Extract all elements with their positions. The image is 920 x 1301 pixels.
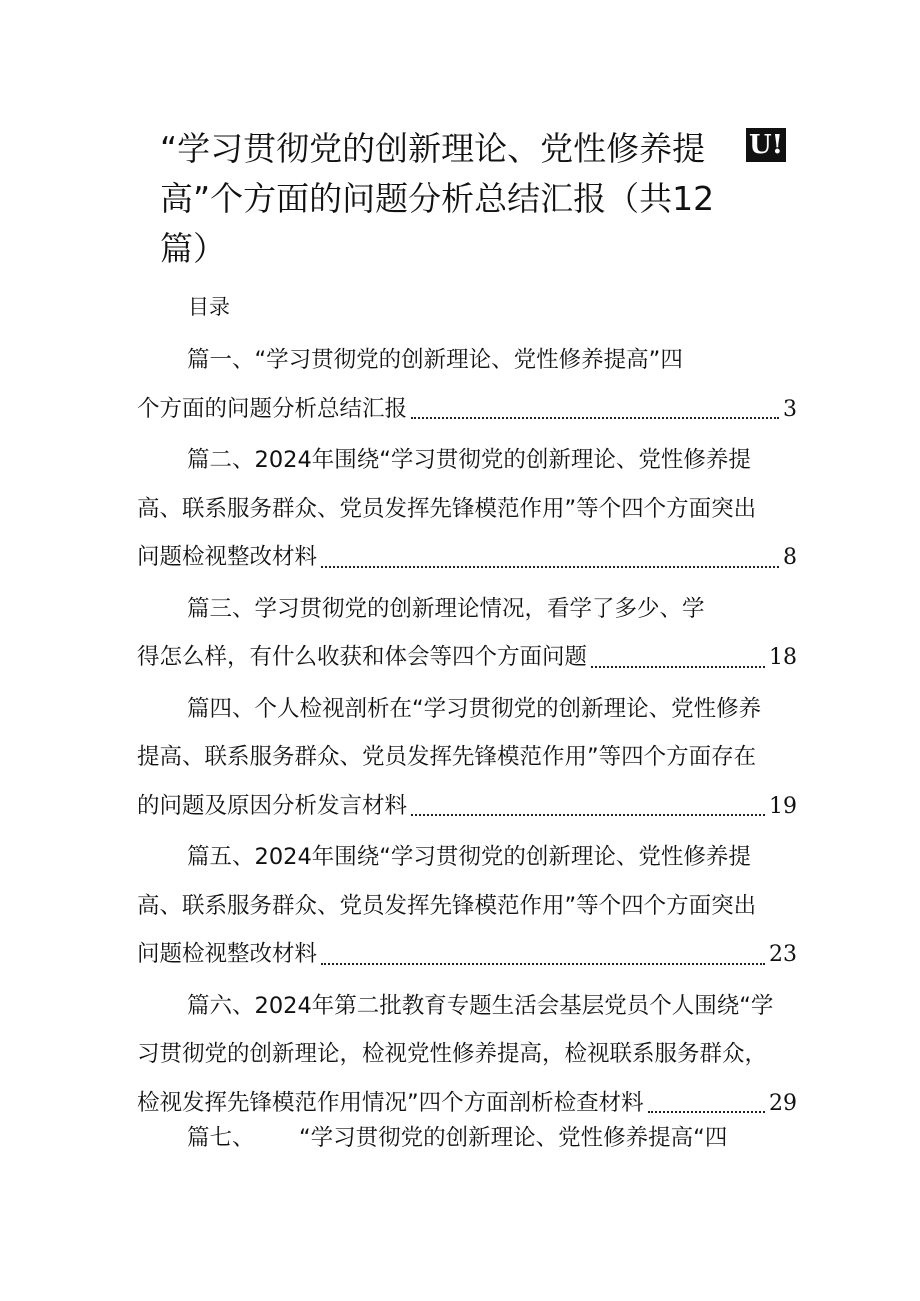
toc-entry-line: 高、联系服务群众、党员发挥先锋模范作用”等个四个方面突出 (137, 892, 757, 919)
dot-leader (411, 416, 779, 419)
toc-entry-label: 篇七、 (187, 1125, 255, 1151)
toc-entry-line: 个方面的问题分析总结汇报 (137, 395, 408, 422)
dot-leader (321, 962, 765, 965)
toc-page-number: 18 (769, 645, 797, 670)
dot-leader (411, 813, 765, 816)
table-of-contents (137, 336, 797, 1127)
toc-entry-line: 篇三、学习贯彻党的创新理论情况，看学了多少、学 (187, 595, 705, 622)
toc-entry-line: 篇一、“学习贯彻党的创新理论、党性修养提高”四 (187, 347, 683, 373)
toc-entry-1[interactable] (137, 336, 797, 433)
toc-page-number: 3 (783, 396, 797, 422)
title-line: 高”个方面的问题分析总结汇报（共12 (160, 179, 715, 218)
toc-page-number: 29 (769, 1090, 797, 1116)
toc-entry-7[interactable] (187, 1114, 807, 1162)
toc-entry-line: “学习贯彻党的创新理论、党性修养提高“四 (299, 1125, 728, 1151)
toc-entry-line: 高、联系服务群众、党员发挥先锋模范作用”等个四个方面突出 (137, 495, 757, 522)
toc-entry-line: 篇五、2024年围绕“学习贯彻党的创新理论、党性修养提 (187, 844, 751, 870)
toc-entry-3[interactable] (137, 585, 797, 682)
title-line: “学习贯彻党的创新理论、党性修养提 (160, 129, 706, 168)
toc-entry-line: 问题检视整改材料 (137, 544, 318, 570)
toc-entry-line: 检视发挥先锋模范作用情况”四个方面剖析检查材料 (137, 1089, 644, 1116)
toc-entry-line: 习贯彻党的创新理论，检视党性修养提高，检视联系服务群众， (137, 1041, 768, 1067)
toc-page-number: 23 (769, 942, 797, 967)
toc-entry-line: 问题检视整改材料 (137, 941, 318, 967)
badge-stamp: U! (746, 128, 786, 162)
toc-entry-line: 篇二、2024年围绕“学习贯彻党的创新理论、党性修养提 (187, 447, 751, 473)
dot-leader (321, 565, 779, 568)
toc-entry-2[interactable] (137, 436, 797, 582)
toc-page-number: 8 (783, 545, 797, 570)
toc-entry-line: 提高、联系服务群众、党员发挥先锋模范作用”等四个方面存在 (137, 744, 757, 770)
toc-entry-line: 篇六、2024年第二批教育专题生活会基层党员个人围绕“学 (187, 992, 774, 1019)
dot-leader (648, 1110, 765, 1113)
toc-entry-line: 得怎么样，有什么收获和体会等四个方面问题 (137, 644, 588, 670)
toc-heading: 目录 (188, 295, 230, 319)
toc-entry-line: 的问题及原因分析发言材料 (137, 792, 408, 819)
toc-entry-4[interactable] (137, 685, 797, 831)
toc-entry-6[interactable] (137, 982, 797, 1128)
toc-entry-5[interactable] (137, 833, 797, 979)
toc-entry-line: 篇四、个人检视剖析在“学习贯彻党的创新理论、党性修养 (187, 695, 762, 722)
dot-leader (591, 665, 765, 668)
document-title (160, 124, 740, 274)
toc-page-number: 19 (769, 793, 797, 819)
title-line: 篇） (160, 229, 226, 268)
